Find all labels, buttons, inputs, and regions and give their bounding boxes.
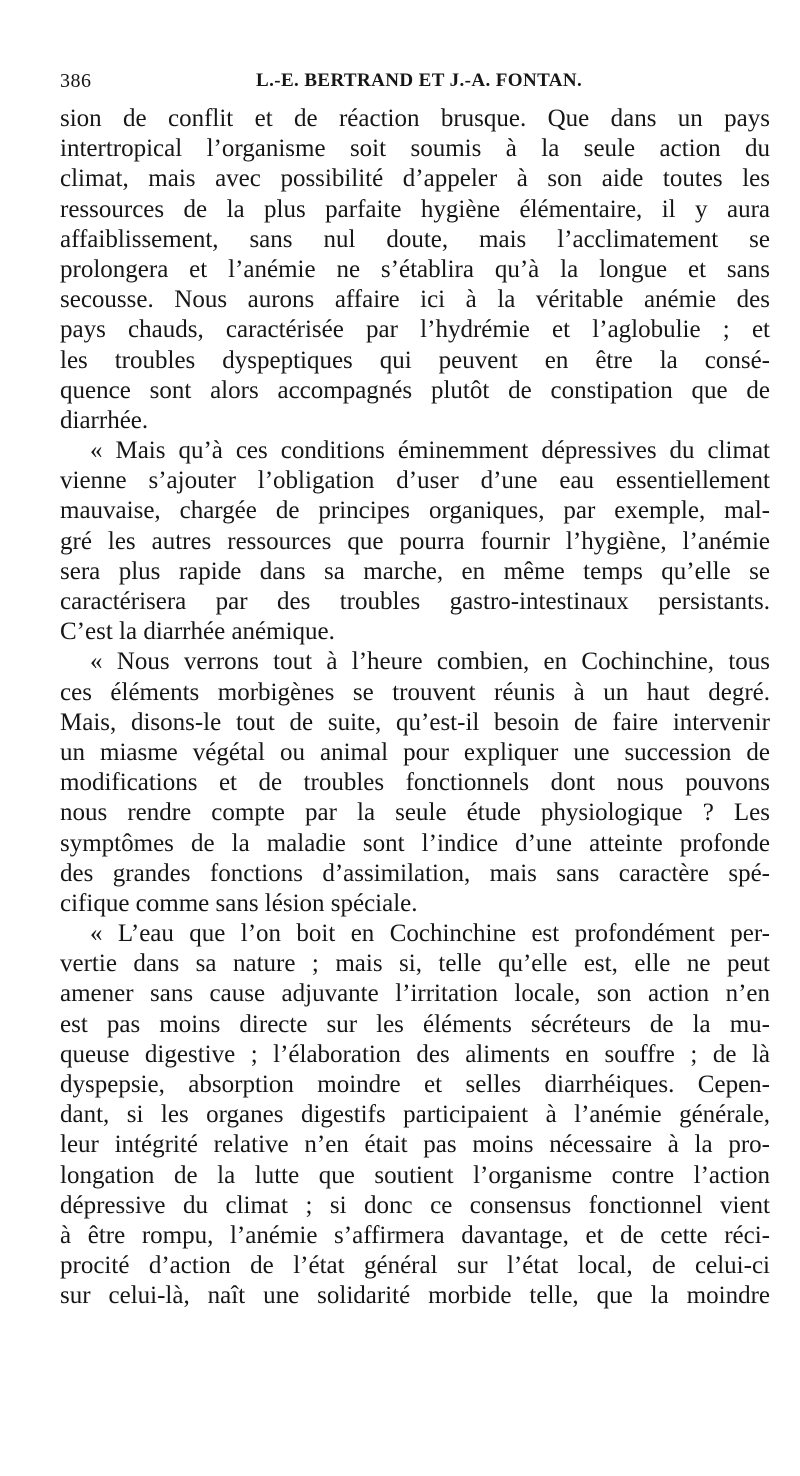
text-line: des grandes fonctions d’assimilation, mais sans caractère spé- [60,859,770,887]
text-line: longation de la lutte que soutient l’organisme contre l’action [60,1161,770,1189]
text-line: gré les autres ressources que pourra fournir l’hygiène, l’anémie [60,527,770,555]
text-line: dyspepsie, absorption moindre et selles diarrhéiques. Cepen- [60,1071,770,1098]
text-line: climat, mais avec possibilité d’appeler à son aide toutes les [60,165,770,193]
page-number: 386 [60,70,92,92]
text-line: à être rompu, l’anémie s’affirmera davantage, et de cette réci- [60,1221,770,1249]
text-line: C’est la diarrhée anémique. [60,618,335,646]
text-line: est pas moins directe sur les éléments sécréteurs de la mu- [60,1010,770,1038]
text-line: ressources de la plus parfaite hygiène élémentaire, il y aura [60,195,770,223]
text-line: sion de conflit et de réaction brusque. Que dans un pays [60,105,770,132]
text-line: sur celui-là, naît une solidarité morbide telle, que la moindre [60,1282,770,1310]
text-line: pays chauds, caractérisée par l’hydrémie et l’aglobulie ; et [60,316,770,344]
text-line: caractérisera par des troubles gastro-intestinaux persistants. [60,588,770,615]
text-line: un miasme végétal ou animal pour expliquer une succession de [60,738,770,766]
text-line: prolongera et l’anémie ne s’établira qu’à la longue et sans [60,255,770,283]
running-head [60,64,770,104]
text-line: quence sont alors accompagnés plutôt de constipation que de [60,376,770,404]
book-page [60,64,770,1312]
text-line: queuse digestive ; l’élaboration des aliments en souffre ; de là [60,1040,770,1068]
text-line: « L’eau que l’on boit en Cochinchine est profondément per- [90,920,770,948]
text-line: leur intégrité relative n’en était pas moins nécessaire à la pro- [60,1131,770,1159]
text-line: intertropical l’organisme soit soumis à la seule action du [60,135,770,163]
body-text [60,104,770,1312]
text-line: sera plus rapide dans sa marche, en même temps qu’elle se [60,557,770,585]
text-line: dant, si les organes digestifs participaient à l’anémie générale, [60,1101,770,1129]
text-line: les troubles dyspeptiques qui peuvent en être la consé- [60,346,770,374]
text-line: modifications et de troubles fonctionnels dont nous pouvons [60,769,770,797]
text-line: affaiblissement, sans nul doute, mais l’acclimatement se [60,225,770,253]
text-line: « Mais qu’à ces conditions éminemment dépressives du climat [90,437,770,465]
text-line: vertie dans sa nature ; mais si, telle qu’elle est, elle ne peut [60,950,770,978]
text-line: symptômes de la maladie sont l’indice d’une atteinte profonde [60,829,770,857]
text-line: amener sans cause adjuvante l’irritation locale, son action n’en [60,980,770,1008]
text-line: mauvaise, chargée de principes organiques, par exemple, mal- [60,497,770,525]
text-line: secousse. Nous aurons affaire ici à la véritable anémie des [60,286,770,314]
text-line: diarrhée. [60,406,149,434]
text-line: nous rendre compte par la seule étude physiologique ? Les [60,799,770,827]
text-line: vienne s’ajouter l’obligation d’user d’une eau essentiellement [60,467,770,495]
text-line: dépressive du climat ; si donc ce consensus fonctionnel vient [60,1191,770,1219]
text-line: Mais, disons-le tout de suite, qu’est-il besoin de faire intervenir [60,708,770,736]
text-line: cifique comme sans lésion spéciale. [60,889,418,917]
text-line: « Nous verrons tout à l’heure combien, en Cochinchine, tous [90,648,770,676]
running-title: L.-E. BERTRAND ET J.-A. FONTAN. [256,70,583,91]
text-line: procité d’action de l’état général sur l’état local, de celui-ci [60,1252,770,1280]
text-line: ces éléments morbigènes se trouvent réunis à un haut degré. [60,678,770,706]
